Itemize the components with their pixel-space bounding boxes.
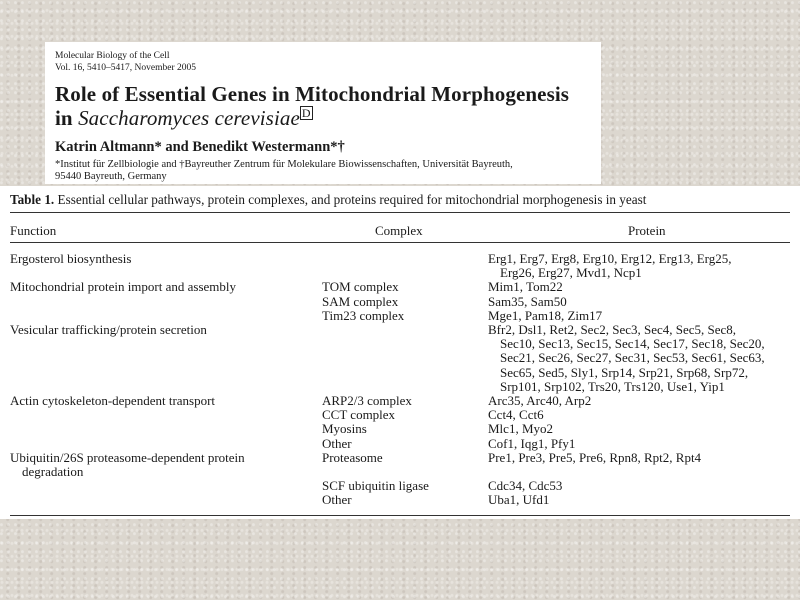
- table-panel: [0, 186, 800, 519]
- complex-protein-cell: [322, 394, 790, 451]
- affiliation-line-1: *Institut für Zellbiologie and †Bayreuther Zentrum für Molekulare Biowissenschaften, Universität Bayreuth,: [55, 159, 513, 170]
- protein-text: Arc35, Arc40, Arp2: [488, 393, 592, 409]
- function-cell: [10, 323, 322, 394]
- protein-text: Pre1, Pre3, Pre5, Pre6, Rpn8, Rpt2, Rpt4: [488, 449, 702, 465]
- protein-list: [488, 408, 544, 422]
- function-text: Vesicular trafficking/protein secretion: [10, 322, 207, 338]
- protein-text: Sec10, Sec13, Sec15, Sec14, Sec17, Sec18, Sec20,: [500, 336, 765, 352]
- complex-group: [322, 394, 790, 408]
- complex-group: [322, 422, 790, 436]
- complex-group: [322, 479, 790, 493]
- complex-name: Myosins: [322, 421, 367, 437]
- header-protein: Protein: [628, 223, 666, 238]
- protein-text: Bfr2, Dsl1, Ret2, Sec2, Sec3, Sec4, Sec5, Sec8,: [488, 322, 737, 338]
- function-text: Actin cytoskeleton-dependent transport: [10, 393, 216, 409]
- header-complex: Complex: [375, 223, 423, 238]
- protein-text: Mge1, Pam18, Zim17: [488, 307, 603, 323]
- protein-list: [488, 394, 591, 408]
- complex-group: [322, 309, 790, 323]
- protein-text: Srp101, Srp102, Trs20, Trs120, Use1, Yip1: [500, 378, 725, 394]
- table-caption: [10, 192, 646, 208]
- function-cell: [10, 451, 322, 508]
- complex-name: SCF ubiquitin ligase: [322, 478, 429, 494]
- protein-text: Sam35, Sam50: [488, 293, 567, 309]
- protein-text: Sec65, Sed5, Sly1, Srp14, Srp21, Srp68, Srp72,: [500, 364, 749, 380]
- protein-list: [488, 479, 562, 493]
- protein-text: Mim1, Tom22: [488, 279, 563, 295]
- complex-name: CCT complex: [322, 407, 396, 423]
- paper-title: [55, 82, 569, 130]
- complex-name: [322, 252, 488, 280]
- complex-protein-cell: [322, 280, 790, 323]
- function-text: degradation: [22, 464, 84, 480]
- paper-affiliation: [55, 159, 513, 183]
- title-species: Saccharomyces cerevisiae: [78, 106, 300, 130]
- protein-text: Erg26, Erg27, Mvd1, Ncp1: [500, 265, 642, 281]
- complex-group: [322, 493, 790, 507]
- table-bottom-rule: [10, 515, 790, 516]
- protein-text: Mlc1, Myo2: [488, 421, 553, 437]
- complex-name: Tim23 complex: [322, 307, 405, 323]
- protein-list: [488, 252, 732, 280]
- title-line-1: Role of Essential Genes in Mitochondrial Morphogenesis: [55, 82, 570, 106]
- complex-group: [322, 295, 790, 309]
- complex-group: [322, 323, 790, 394]
- caption-text: Essential cellular pathways, protein complexes, and proteins required for mitochondrial morphogenesis in yeast: [54, 192, 647, 207]
- table-top-rule: [10, 212, 790, 213]
- protein-list: [488, 295, 567, 309]
- journal-name: Molecular Biology of the Cell: [55, 51, 170, 61]
- protein-list: [488, 451, 701, 479]
- protein-text: Erg1, Erg7, Erg8, Erg10, Erg12, Erg13, Erg25,: [488, 251, 732, 266]
- complex-name: TOM complex: [322, 279, 399, 295]
- table-row: [10, 451, 790, 508]
- complex-group: [322, 252, 790, 280]
- paper-header: [45, 42, 601, 184]
- protein-list: [488, 493, 549, 507]
- table-row: [10, 323, 790, 394]
- protein-text: Cof1, Iqg1, Pfy1: [488, 435, 576, 451]
- protein-text: Sec21, Sec26, Sec27, Sec31, Sec53, Sec61, Sec63,: [500, 350, 765, 366]
- supplemental-data-icon: D: [301, 106, 311, 120]
- function-text: Mitochondrial protein import and assembly: [10, 279, 237, 295]
- complex-protein-cell: [322, 451, 790, 508]
- complex-group: [322, 408, 790, 422]
- caption-label: Table 1.: [10, 192, 55, 207]
- protein-text: Uba1, Ufd1: [488, 492, 550, 508]
- table-row: [10, 252, 790, 280]
- function-text: Ergosterol biosynthesis: [10, 251, 132, 266]
- function-text: Ubiquitin/26S proteasome-dependent protein: [10, 449, 245, 465]
- complex-group: [322, 451, 790, 479]
- function-cell: [10, 280, 322, 323]
- complex-protein-cell: [322, 323, 790, 394]
- journal-volume: Vol. 16, 5410–5417, November 2005: [55, 63, 196, 73]
- protein-text: Cdc34, Cdc53: [488, 478, 563, 494]
- table-row: [10, 394, 790, 451]
- complex-name: Proteasome: [322, 449, 383, 465]
- complex-group: [322, 437, 790, 451]
- complex-name: Other: [322, 435, 352, 451]
- affiliation-line-2: 95440 Bayreuth, Germany: [55, 171, 167, 182]
- protein-list: [488, 309, 602, 323]
- function-cell: [10, 252, 322, 280]
- protein-list: [488, 280, 563, 294]
- complex-protein-cell: [322, 252, 790, 280]
- header-rule: [10, 242, 790, 243]
- protein-list: [488, 422, 553, 436]
- protein-text: Cct4, Cct6: [488, 407, 544, 423]
- protein-list: [488, 437, 575, 451]
- protein-list: [488, 323, 765, 394]
- table-body: [10, 252, 790, 508]
- title-in: in: [55, 106, 73, 130]
- header-function: Function: [10, 223, 57, 238]
- complex-name: Other: [322, 492, 352, 508]
- complex-group: [322, 280, 790, 294]
- complex-name: SAM complex: [322, 293, 399, 309]
- title-line-2: [55, 106, 569, 130]
- paper-authors: Katrin Altmann* and Benedikt Westermann*†: [55, 139, 345, 155]
- complex-name: [322, 323, 488, 394]
- table-row: [10, 280, 790, 323]
- function-cell: [10, 394, 322, 451]
- complex-name: ARP2/3 complex: [322, 393, 412, 409]
